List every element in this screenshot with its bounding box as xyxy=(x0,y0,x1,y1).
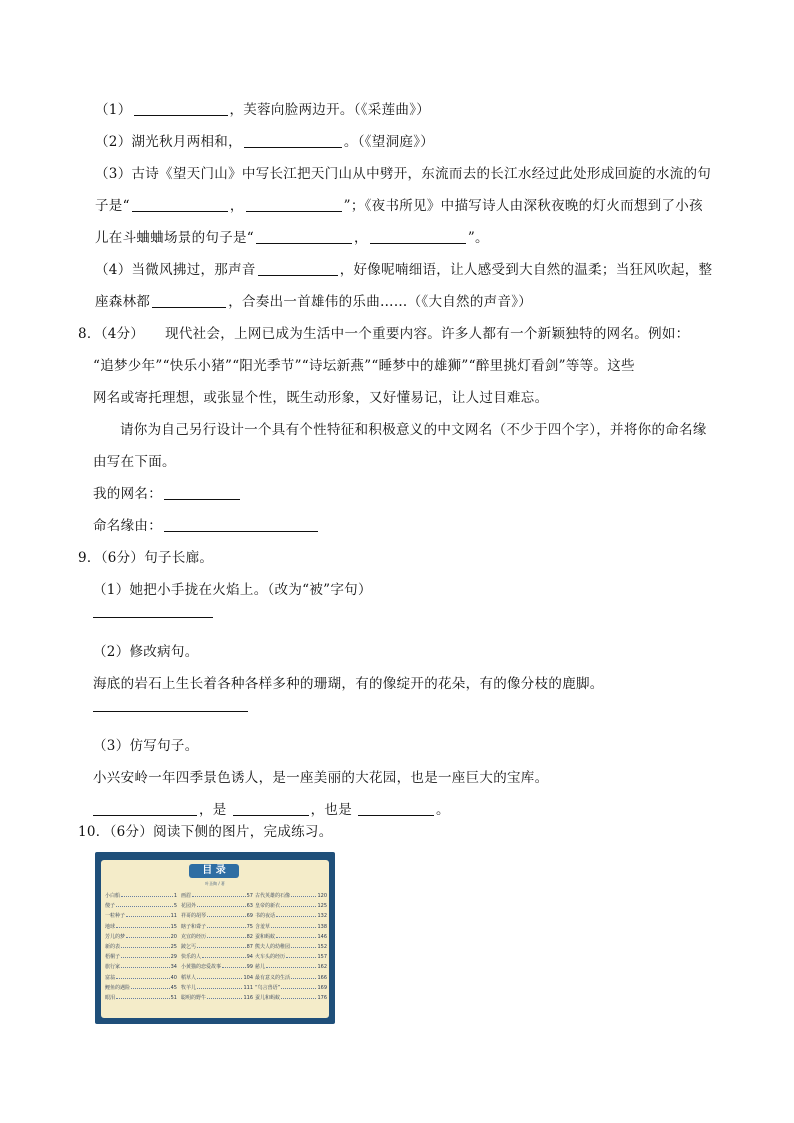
toc-leader-dots xyxy=(291,975,316,979)
toc-entry-title: 祥哥的胡琴 xyxy=(181,913,207,920)
q9-part1-answer-line[interactable] xyxy=(93,617,213,618)
toc-entry-page: 25 xyxy=(170,944,177,951)
toc-entry-title: “鸟言兽语” xyxy=(255,984,281,991)
toc-entry-page: 11 xyxy=(170,913,177,920)
toc-entry-title: 跛乞丐 xyxy=(181,944,197,951)
blank-line[interactable] xyxy=(233,801,309,816)
toc-leader-dots xyxy=(121,954,170,958)
toc-leader-dots xyxy=(131,985,170,989)
toc-entry-title: 眼泪 xyxy=(105,995,116,1002)
toc-entry-page: 99 xyxy=(246,964,253,971)
q8-line2: “追梦少年”“快乐小猪”“阳光季节”“诗坛新燕”“睡梦中的雄狮”“醉里挑灯看剑”等等。这些 xyxy=(93,358,635,374)
q9-part3-sentence: 小兴安岭一年四季景色诱人，是一座美丽的大花园，也是一座巨大的宝库。 xyxy=(93,770,549,786)
toc-entry-page: 166 xyxy=(317,974,327,981)
q9-title: 9．（6分）句子长廊。 xyxy=(78,550,214,566)
toc-entry-title: 熊夫人的幼稚园 xyxy=(255,944,291,951)
toc-subtitle: 叶圣陶 / 著 xyxy=(205,881,225,886)
toc-entry-title: 傻子 xyxy=(105,903,116,910)
blank-line[interactable] xyxy=(134,101,228,116)
toc-entry-title: 地球 xyxy=(105,923,116,930)
toc-entry-title: 梧桐子 xyxy=(105,954,121,961)
toc-entry-page: 169 xyxy=(317,984,327,991)
toc-entry-page: 51 xyxy=(170,995,177,1002)
q7-part4-line1: （4）当微风拂过，那声音 ，好像呢喃细语，让人感受到大自然的温柔；当狂风吹起，整 xyxy=(95,262,713,278)
toc-entry xyxy=(181,891,253,901)
q7-part3-line3: 儿在斗蛐蛐场景的句子是“ ， ”。 xyxy=(95,230,489,246)
toc-entry-title: 旅行家 xyxy=(105,964,121,971)
toc-entry-page: 45 xyxy=(170,984,177,991)
toc-entry xyxy=(105,911,177,921)
toc-entry-title: 最有意义的生活 xyxy=(255,974,291,981)
table-of-contents-image xyxy=(95,852,335,1024)
toc-entry-title: 古代英雄的石像 xyxy=(255,893,291,899)
toc-entry-title: 蚕和蚂蚁 xyxy=(255,933,276,940)
toc-entry xyxy=(255,993,327,1003)
blank-line[interactable] xyxy=(370,229,466,244)
blank-line[interactable] xyxy=(152,293,226,308)
toc-leader-dots xyxy=(266,964,316,968)
toc-entry-page: 5 xyxy=(173,903,177,910)
toc-entry-page: 75 xyxy=(246,923,253,930)
q7-part1: （1） ，芙蓉向脸两边开。（《采莲曲》） xyxy=(95,102,431,118)
toc-entry xyxy=(181,973,253,983)
toc-entry xyxy=(105,952,177,962)
toc-entry xyxy=(181,962,253,972)
toc-leader-dots xyxy=(197,985,242,989)
toc-entry-page: 116 xyxy=(243,995,253,1002)
toc-entry-title: 快乐的人 xyxy=(181,954,202,961)
toc-entry-title: 克宜的经历 xyxy=(181,933,207,940)
toc-column-2 xyxy=(181,891,253,1003)
toc-entry xyxy=(181,901,253,911)
q9-part2: （2）修改病句。 xyxy=(93,644,199,660)
toc-entry xyxy=(255,911,327,921)
toc-entry xyxy=(255,983,327,993)
toc-entry-page: 111 xyxy=(243,984,253,991)
q9-part2-sentence: 海底的岩石上生长着各种各样多种的珊瑚，有的像绽开的花朵，有的像分枝的鹿脚。 xyxy=(93,676,604,692)
toc-leader-dots xyxy=(121,964,170,968)
toc-leader-dots xyxy=(281,995,316,999)
toc-leader-dots xyxy=(207,924,246,928)
toc-entry-title: 瞎子和聋子 xyxy=(181,923,207,930)
toc-entry-title: 画眉 xyxy=(181,893,192,899)
toc-entry-page: 34 xyxy=(170,964,177,971)
toc-leader-dots xyxy=(116,924,170,928)
toc-entry-page: 87 xyxy=(246,944,253,951)
toc-entry xyxy=(255,973,327,983)
toc-entry xyxy=(105,922,177,932)
toc-entry-title: 芳儿的梦 xyxy=(105,933,126,940)
toc-entry-title: 书的夜话 xyxy=(255,913,276,920)
toc-leader-dots xyxy=(276,913,316,917)
toc-entry-page: 40 xyxy=(170,974,177,981)
toc-entry xyxy=(181,952,253,962)
net-name-blank[interactable] xyxy=(164,485,240,500)
toc-entry-title: 花园外 xyxy=(181,903,197,910)
blank-line[interactable] xyxy=(244,133,342,148)
q8-line5: 由写在下面。 xyxy=(93,454,176,470)
blank-line[interactable] xyxy=(132,197,228,212)
toc-leader-dots xyxy=(202,954,246,958)
q8-line3: 网名或寄托理想，或张显个性，既生动形象，又好懂易记，让人过目难忘。 xyxy=(93,390,549,406)
toc-leader-dots xyxy=(116,903,173,907)
toc-leader-dots xyxy=(192,893,246,897)
blank-line[interactable] xyxy=(358,801,434,816)
toc-entry-page: 176 xyxy=(317,995,327,1002)
toc-entry xyxy=(105,993,177,1003)
toc-leader-dots xyxy=(116,975,170,979)
q8-reason-row: 命名缘由： xyxy=(93,516,320,536)
toc-entry-page: 29 xyxy=(170,954,177,961)
toc-leader-dots xyxy=(121,893,173,897)
toc-leader-dots xyxy=(207,995,242,999)
toc-leader-dots xyxy=(276,934,316,938)
toc-leader-dots xyxy=(126,934,170,938)
q7-part3-line2: 子是“ ， ”；《夜书所见》中描写诗人由深秋夜晚的灯火而想到了小孩 xyxy=(95,198,703,214)
toc-entry-title: 蚕儿和蚂蚁 xyxy=(255,995,281,1002)
toc-entry xyxy=(181,932,253,942)
toc-leader-dots xyxy=(197,903,246,907)
toc-entry-title: 稻草人 xyxy=(181,974,197,981)
toc-entry xyxy=(255,952,327,962)
toc-entry-title: 慈儿 xyxy=(255,964,266,971)
toc-entry xyxy=(255,891,327,901)
toc-title: 目 录 xyxy=(189,864,239,878)
toc-leader-dots xyxy=(222,964,246,968)
toc-entry xyxy=(105,973,177,983)
toc-entry-page: 152 xyxy=(317,944,327,951)
toc-entry xyxy=(105,962,177,972)
q7-part2: （2）湖光秋月两相和， 。（《望洞庭》） xyxy=(95,134,435,150)
toc-entry-page: 146 xyxy=(317,933,327,940)
q7-part4-line2: 座森林都 ，合奏出一首雄伟的乐曲……（《大自然的声音》） xyxy=(95,294,533,310)
toc-leader-dots xyxy=(126,913,170,917)
toc-entry-page: 120 xyxy=(317,893,327,899)
toc-entry-page: 132 xyxy=(317,913,327,920)
toc-entry xyxy=(255,922,327,932)
q9-part2-answer-line[interactable] xyxy=(93,711,248,712)
q8-line1: 8．（4分） 现代社会，上网已成为生活中一个重要内容。许多人都有一个新颖独特的网名。例如： xyxy=(78,326,690,342)
toc-leader-dots xyxy=(197,944,246,948)
toc-entry-page: 138 xyxy=(317,923,327,930)
toc-entry-page: 1 xyxy=(173,893,177,899)
toc-entry-title: 皇帝的新衣 xyxy=(255,903,281,910)
toc-entry-page: 57 xyxy=(246,893,253,899)
q8-name-row: 我的网名： xyxy=(93,484,242,504)
toc-entry-title: 鲤鱼的遇险 xyxy=(105,984,131,991)
toc-entry xyxy=(181,993,253,1003)
toc-leader-dots xyxy=(207,913,246,917)
toc-entry-page: 63 xyxy=(246,903,253,910)
toc-entry xyxy=(181,983,253,993)
toc-entry-page: 20 xyxy=(170,933,177,940)
toc-entry xyxy=(105,901,177,911)
q7-part3-line1: （3）古诗《望天门山》中写长江把天门山从中劈开，东流而去的长江水经过此处形成回旋的水流的句 xyxy=(95,166,712,182)
q9-part3: （3）仿写句子。 xyxy=(93,738,199,754)
toc-entry-page: 94 xyxy=(246,954,253,961)
toc-entry xyxy=(255,901,327,911)
toc-leader-dots xyxy=(286,954,316,958)
q9-part3-fill-row: ，是 ，也是 。 xyxy=(93,800,450,820)
toc-entry-page: 162 xyxy=(317,964,327,971)
toc-entry-title: 新的表 xyxy=(105,944,121,951)
toc-entry-page: 104 xyxy=(243,974,253,981)
toc-entry xyxy=(255,942,327,952)
toc-entry xyxy=(181,922,253,932)
blank-line[interactable] xyxy=(256,229,352,244)
q9-part1: （1）她把小手拢在火焰上。（改为“被”字句） xyxy=(93,582,372,598)
toc-column-1 xyxy=(105,891,177,1003)
toc-entry-title: 火车头的经历 xyxy=(255,954,286,961)
toc-entry-page: 69 xyxy=(246,913,253,920)
blank-line[interactable] xyxy=(93,801,197,816)
toc-entry xyxy=(255,962,327,972)
toc-leader-dots xyxy=(207,934,246,938)
toc-leader-dots xyxy=(291,944,316,948)
toc-leader-dots xyxy=(116,995,170,999)
toc-column-3 xyxy=(255,891,327,1003)
naming-reason-blank[interactable] xyxy=(164,517,318,532)
toc-entry-page: 125 xyxy=(317,903,327,910)
toc-entry xyxy=(105,891,177,901)
toc-leader-dots xyxy=(291,893,316,897)
toc-panel xyxy=(101,860,329,1018)
toc-leader-dots xyxy=(271,924,316,928)
toc-entry-title: 牧羊儿 xyxy=(181,984,197,991)
toc-entry-page: 15 xyxy=(170,923,177,930)
toc-leader-dots xyxy=(281,985,316,989)
toc-entry-title: 小黄猫的恋爱故事 xyxy=(181,964,222,971)
toc-entry-title: 小白船 xyxy=(105,893,121,899)
toc-entry-title: 富翁 xyxy=(105,974,116,981)
toc-leader-dots xyxy=(121,944,170,948)
toc-leader-dots xyxy=(281,903,316,907)
q8-line4: 请你为自己另行设计一个具有个性特征和积极意义的中文网名（不少于四个字），并将你的命名缘 xyxy=(120,422,707,438)
toc-entry-title: 一粒种子 xyxy=(105,913,126,920)
toc-entry xyxy=(105,942,177,952)
q10-title: 10．（6分）阅读下侧的图片，完成练习。 xyxy=(78,824,333,840)
toc-entry-title: 聪明的野牛 xyxy=(181,995,207,1002)
toc-entry-page: 157 xyxy=(317,954,327,961)
toc-entry xyxy=(181,911,253,921)
toc-entry xyxy=(105,983,177,993)
toc-entry xyxy=(255,932,327,942)
blank-line[interactable] xyxy=(258,261,338,276)
toc-entry-title: 含羞草 xyxy=(255,923,271,930)
blank-line[interactable] xyxy=(246,197,342,212)
toc-entry-page: 82 xyxy=(246,933,253,940)
toc-leader-dots xyxy=(197,975,242,979)
toc-entry xyxy=(105,932,177,942)
toc-entry xyxy=(181,942,253,952)
